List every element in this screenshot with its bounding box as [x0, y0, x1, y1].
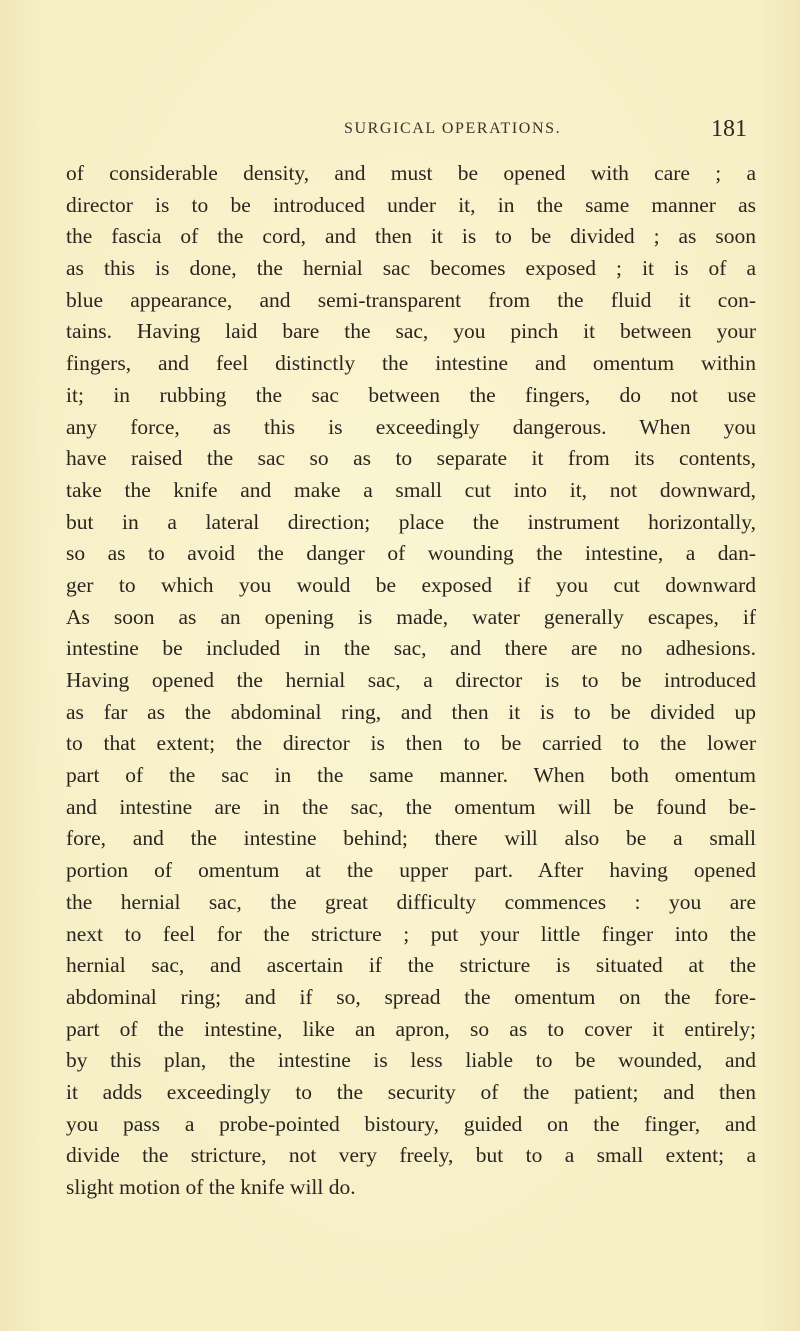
text-line: the hernial sac, the great difficulty commences : you are: [66, 889, 756, 914]
text-line: portion of omentum at the upper part. After having opened: [66, 858, 756, 883]
text-line: of considerable density, and must be opened with care ; a: [66, 161, 756, 185]
text-line: intestine be included in the sac, and there are no adhesions.: [66, 636, 756, 661]
text-line: director is to be introduced under it, in the same manner as: [66, 192, 756, 217]
running-head: [0, 116, 800, 150]
text-line: to that extent; the director is then to be carried to the lower: [66, 731, 756, 756]
text-line: next to feel for the stricture ; put your little finger into the: [66, 921, 756, 946]
text-line: tains. Having laid bare the sac, you pinch it between your: [66, 319, 756, 344]
text-line: blue appearance, and semi-transparent from the fluid it con-: [66, 287, 756, 312]
text-line: you pass a probe-pointed bistoury, guided on the finger, and: [66, 1111, 756, 1136]
text-line: but in a lateral direction; place the instrument horizontally,: [66, 509, 756, 534]
text-line: take the knife and make a small cut into it, not downward,: [66, 477, 756, 502]
text-line: the fascia of the cord, and then it is to be divided ; as soon: [66, 224, 756, 249]
text-line: and intestine are in the sac, the omentum will be found be-: [66, 794, 756, 819]
text-line: as this is done, the hernial sac becomes exposed ; it is of a: [66, 256, 756, 281]
text-line: Having opened the hernial sac, a director is to be introduced: [66, 668, 756, 692]
text-line: As soon as an opening is made, water generally escapes, if: [66, 604, 756, 629]
text-line: divide the stricture, not very freely, but to a small extent; a: [66, 1143, 756, 1168]
text-line: any force, as this is exceedingly dangerous. When you: [66, 414, 756, 439]
text-line: part of the sac in the same manner. When both omentum: [66, 763, 756, 788]
text-line: by this plan, the intestine is less liable to be wounded, and: [66, 1048, 756, 1073]
text-line: as far as the abdominal ring, and then it is to be divided up: [66, 699, 756, 724]
text-line-last: slight motion of the knife will do.: [66, 1175, 356, 1199]
text-line: hernial sac, and ascertain if the stricture is situated at the: [66, 953, 756, 978]
text-line: fore, and the intestine behind; there will also be a small: [66, 826, 756, 851]
text-line: ger to which you would be exposed if you cut downward: [66, 572, 756, 597]
text-line: fingers, and feel distinctly the intestine and omentum within: [66, 351, 756, 376]
body-text: [66, 158, 756, 1204]
text-line: have raised the sac so as to separate it from its contents,: [66, 446, 756, 471]
text-line: abdominal ring; and if so, spread the omentum on the fore-: [66, 984, 756, 1009]
text-line: it adds exceedingly to the security of the patient; and then: [66, 1079, 756, 1104]
text-line: part of the intestine, like an apron, so as to cover it entirely;: [66, 1016, 756, 1041]
text-line: so as to avoid the danger of wounding the intestine, a dan-: [66, 541, 756, 566]
text-line: it; in rubbing the sac between the fingers, do not use: [66, 382, 756, 407]
page-number: 181: [711, 116, 747, 142]
running-title: SURGICAL OPERATIONS.: [344, 120, 562, 137]
